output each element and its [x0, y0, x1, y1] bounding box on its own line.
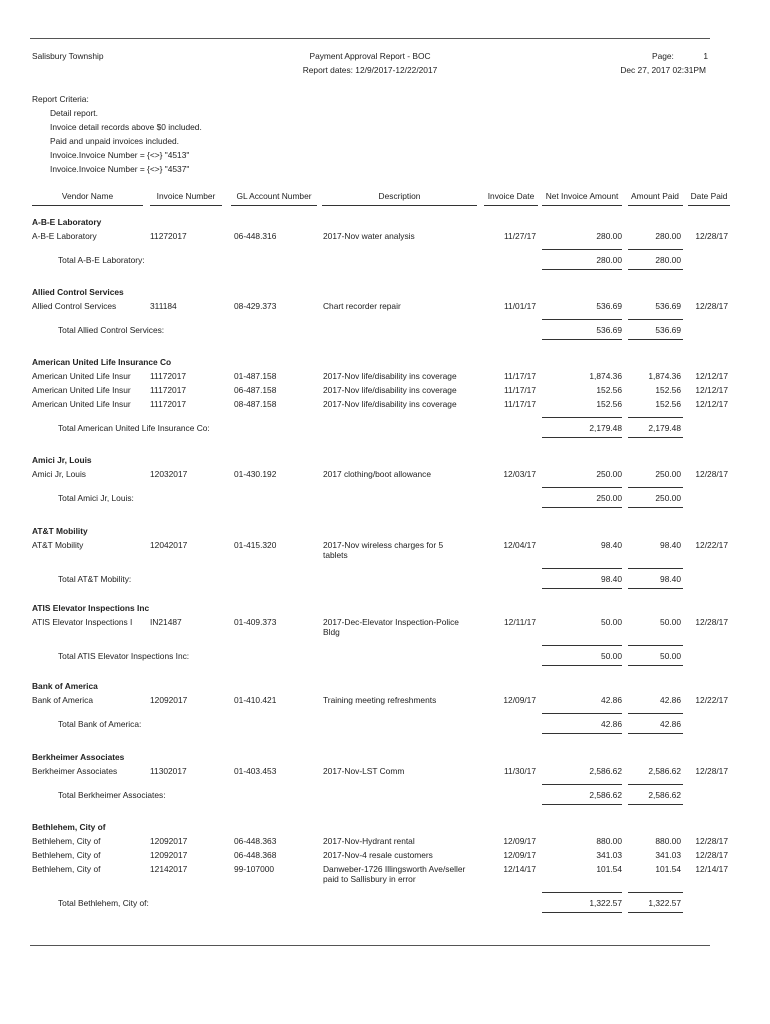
cell-date-paid: 12/28/17 [695, 301, 728, 311]
cell-date-paid: 12/28/17 [695, 836, 728, 846]
cell-date-paid: 12/12/17 [695, 385, 728, 395]
cell-net-amount: 880.00 [596, 836, 622, 846]
criteria-title: Report Criteria: [32, 94, 89, 104]
cell-net-amount: 2,586.62 [589, 766, 622, 776]
cell-vendor: American United Life Insur [32, 385, 131, 395]
vendor-total-paid: 42.86 [660, 719, 681, 729]
cell-invoice-date: 12/03/17 [503, 469, 536, 479]
cell-date-paid: 12/28/17 [695, 850, 728, 860]
vendor-total-net: 98.40 [601, 574, 622, 584]
cell-vendor: American United Life Insur [32, 399, 131, 409]
vendor-total-net: 536.69 [596, 325, 622, 335]
vendor-total-paid: 98.40 [660, 574, 681, 584]
report-title: Payment Approval Report - BOC [309, 51, 431, 61]
vendor-group-name: Allied Control Services [32, 287, 124, 297]
cell-gl: 01-403.453 [234, 766, 277, 776]
cell-description: paid to Sallisbury in error [323, 874, 416, 884]
cell-description: 2017-Dec-Elevator Inspection-Police [323, 617, 459, 627]
total-rule-paid [628, 804, 683, 805]
cell-amount-paid: 42.86 [660, 695, 681, 705]
subtotal-rule-paid [628, 487, 683, 488]
cell-description: 2017-Nov-LST Comm [323, 766, 405, 776]
subtotal-rule-net [542, 249, 622, 250]
cell-vendor: Bethlehem, City of [32, 836, 101, 846]
cell-description: 2017-Nov-4 resale customers [323, 850, 433, 860]
cell-amount-paid: 101.54 [655, 864, 681, 874]
cell-date-paid: 12/28/17 [695, 469, 728, 479]
cell-vendor: Amici Jr, Louis [32, 469, 86, 479]
vendor-total-label: Total ATIS Elevator Inspections Inc: [58, 651, 190, 661]
total-rule-net [542, 437, 622, 438]
subtotal-rule-net [542, 319, 622, 320]
cell-invoice-date: 12/11/17 [504, 617, 536, 627]
cell-description: 2017-Nov-Hydrant rental [323, 836, 415, 846]
vendor-total-paid: 250.00 [655, 493, 681, 503]
cell-net-amount: 250.00 [596, 469, 622, 479]
cell-invoice: 12092017 [150, 695, 188, 705]
vendor-group-name: Amici Jr, Louis [32, 455, 92, 465]
cell-vendor: American United Life Insur [32, 371, 131, 381]
cell-description: 2017-Nov wireless charges for 5 [323, 540, 444, 550]
cell-invoice-date: 12/04/17 [503, 540, 536, 550]
subtotal-rule-net [542, 487, 622, 488]
cell-description: Chart recorder repair [323, 301, 401, 311]
page-number: 1 [703, 51, 708, 61]
total-rule-paid [628, 733, 683, 734]
vendor-group-name: A-B-E Laboratory [32, 217, 102, 227]
vendor-total-label: Total Amici Jr, Louis: [58, 493, 134, 503]
vendor-total-paid: 280.00 [655, 255, 681, 265]
total-rule-net [542, 733, 622, 734]
cell-vendor: Bank of America [32, 695, 93, 705]
cell-invoice: 12032017 [150, 469, 188, 479]
cell-gl: 08-429.373 [234, 301, 277, 311]
cell-description: 2017-Nov life/disability ins coverage [323, 371, 457, 381]
col-paid: Amount Paid [631, 191, 679, 201]
cell-amount-paid: 250.00 [655, 469, 681, 479]
cell-description: 2017-Nov water analysis [323, 231, 415, 241]
criteria-line: Paid and unpaid invoices included. [50, 136, 179, 146]
cell-amount-paid: 1,874.36 [648, 371, 681, 381]
total-rule-net [542, 269, 622, 270]
cell-net-amount: 152.56 [596, 385, 622, 395]
total-rule-net [542, 339, 622, 340]
cell-net-amount: 341.03 [596, 850, 622, 860]
cell-invoice: 11302017 [150, 766, 187, 776]
vendor-total-net: 42.86 [601, 719, 622, 729]
cell-invoice-date: 12/09/17 [503, 850, 536, 860]
vendor-total-net: 50.00 [601, 651, 622, 661]
cell-vendor: Allied Control Services [32, 301, 117, 311]
cell-invoice: 12092017 [150, 850, 188, 860]
cell-invoice-date: 12/09/17 [503, 836, 536, 846]
cell-description: tablets [323, 550, 348, 560]
total-rule-net [542, 507, 622, 508]
cell-net-amount: 50.00 [601, 617, 622, 627]
criteria-line: Invoice.Invoice Number = {<>} "4537" [50, 164, 190, 174]
vendor-total-paid: 1,322.57 [648, 898, 681, 908]
cell-date-paid: 12/12/17 [695, 371, 728, 381]
cell-vendor: A-B-E Laboratory [32, 231, 97, 241]
vendor-group-name: American United Life Insurance Co [32, 357, 172, 367]
cell-net-amount: 1,874.36 [589, 371, 622, 381]
cell-invoice-date: 12/14/17 [503, 864, 536, 874]
total-rule-net [542, 912, 622, 913]
col-desc: Description [378, 191, 421, 201]
total-rule-paid [628, 588, 683, 589]
criteria-line: Invoice detail records above $0 included. [50, 122, 202, 132]
cell-vendor: Berkheimer Associates [32, 766, 118, 776]
cell-net-amount: 536.69 [596, 301, 622, 311]
cell-amount-paid: 98.40 [660, 540, 681, 550]
vendor-total-net: 1,322.57 [589, 898, 622, 908]
vendor-total-label: Total A-B-E Laboratory: [58, 255, 145, 265]
vendor-total-net: 2,586.62 [589, 790, 622, 800]
cell-amount-paid: 2,586.62 [648, 766, 681, 776]
cell-amount-paid: 880.00 [655, 836, 681, 846]
vendor-total-label: Total Berkheimer Associates: [58, 790, 166, 800]
cell-date-paid: 12/28/17 [695, 231, 728, 241]
criteria-line: Invoice.Invoice Number = {<>} "4513" [50, 150, 190, 160]
cell-vendor: AT&T Mobility [32, 540, 84, 550]
cell-gl: 06-448.363 [234, 836, 277, 846]
subtotal-rule-net [542, 892, 622, 893]
cell-amount-paid: 341.03 [655, 850, 681, 860]
vendor-total-label: Total Bank of America: [58, 719, 142, 729]
total-rule-paid [628, 437, 683, 438]
total-rule-net [542, 804, 622, 805]
cell-invoice: 12092017 [150, 836, 188, 846]
subtotal-rule-paid [628, 892, 683, 893]
cell-net-amount: 98.40 [601, 540, 622, 550]
cell-gl: 06-448.316 [234, 231, 277, 241]
total-rule-net [542, 588, 622, 589]
cell-amount-paid: 280.00 [655, 231, 681, 241]
subtotal-rule-net [542, 417, 622, 418]
cell-gl: 01-415.320 [234, 540, 277, 550]
col-gl: GL Account Number [236, 191, 312, 201]
cell-invoice-date: 11/01/17 [504, 301, 536, 311]
cell-date-paid: 12/12/17 [695, 399, 728, 409]
subtotal-rule-paid [628, 319, 683, 320]
cell-gl: 01-487.158 [234, 371, 277, 381]
cell-amount-paid: 50.00 [660, 617, 681, 627]
subtotal-rule-net [542, 568, 622, 569]
total-rule-paid [628, 339, 683, 340]
subtotal-rule-paid [628, 249, 683, 250]
cell-net-amount: 152.56 [596, 399, 622, 409]
col-inv-date: Invoice Date [487, 191, 535, 201]
cell-date-paid: 12/22/17 [695, 695, 728, 705]
cell-invoice-date: 11/17/17 [504, 371, 536, 381]
cell-description: 2017 clothing/boot allowance [323, 469, 432, 479]
total-rule-paid [628, 507, 683, 508]
cell-gl: 99-107000 [234, 864, 275, 874]
subtotal-rule-paid [628, 568, 683, 569]
col-net: Net Invoice Amount [545, 191, 619, 201]
org-name: Salisbury Township [32, 51, 104, 61]
cell-net-amount: 101.54 [596, 864, 622, 874]
page-label: Page: [652, 51, 674, 61]
vendor-total-label: Total Allied Control Services: [58, 325, 165, 335]
cell-invoice: 12042017 [150, 540, 188, 550]
total-rule-net [542, 665, 622, 666]
cell-invoice: 11172017 [150, 385, 187, 395]
cell-date-paid: 12/28/17 [695, 617, 728, 627]
cell-invoice-date: 11/17/17 [504, 399, 536, 409]
total-rule-paid [628, 912, 683, 913]
cell-invoice-date: 12/09/17 [503, 695, 536, 705]
cell-invoice: 11172017 [150, 371, 187, 381]
cell-date-paid: 12/14/17 [695, 864, 728, 874]
vendor-total-paid: 2,586.62 [648, 790, 681, 800]
cell-invoice-date: 11/30/17 [504, 766, 536, 776]
vendor-total-net: 2,179.48 [589, 423, 622, 433]
cell-invoice: IN21487 [150, 617, 182, 627]
cell-invoice-date: 11/27/17 [504, 231, 536, 241]
vendor-total-label: Total American United Life Insurance Co: [58, 423, 210, 433]
vendor-total-net: 250.00 [596, 493, 622, 503]
vendor-total-net: 280.00 [596, 255, 622, 265]
subtotal-rule-net [542, 784, 622, 785]
cell-invoice: 12142017 [150, 864, 188, 874]
cell-gl: 06-448.368 [234, 850, 277, 860]
subtotal-rule-paid [628, 784, 683, 785]
cell-date-paid: 12/22/17 [695, 540, 728, 550]
cell-invoice: 11272017 [150, 231, 187, 241]
vendor-total-paid: 536.69 [655, 325, 681, 335]
vendor-group-name: Bank of America [32, 681, 98, 691]
cell-net-amount: 280.00 [596, 231, 622, 241]
cell-gl: 08-487.158 [234, 399, 277, 409]
col-invoice: Invoice Number [156, 191, 216, 201]
cell-invoice: 11172017 [150, 399, 187, 409]
cell-amount-paid: 536.69 [655, 301, 681, 311]
vendor-group-name: ATIS Elevator Inspections Inc [32, 603, 150, 613]
cell-description: Bldg [323, 627, 340, 637]
subtotal-rule-paid [628, 417, 683, 418]
vendor-group-name: AT&T Mobility [32, 526, 88, 536]
criteria-line: Detail report. [50, 108, 98, 118]
report-dates: Report dates: 12/9/2017-12/22/2017 [302, 65, 438, 75]
cell-gl: 06-487.158 [234, 385, 277, 395]
bottom-rule [30, 945, 710, 946]
cell-gl: 01-430.192 [234, 469, 277, 479]
cell-description: Training meeting refreshments [323, 695, 437, 705]
cell-description: 2017-Nov life/disability ins coverage [323, 399, 457, 409]
cell-invoice-date: 11/17/17 [504, 385, 536, 395]
cell-net-amount: 42.86 [601, 695, 622, 705]
vendor-total-paid: 2,179.48 [648, 423, 681, 433]
vendor-total-label: Total Bethlehem, City of: [58, 898, 149, 908]
vendor-group-name: Berkheimer Associates [32, 752, 125, 762]
cell-vendor: Bethlehem, City of [32, 864, 101, 874]
cell-description: 2017-Nov life/disability ins coverage [323, 385, 457, 395]
subtotal-rule-net [542, 645, 622, 646]
col-date-paid: Date Paid [690, 191, 728, 201]
total-rule-paid [628, 665, 683, 666]
cell-amount-paid: 152.56 [655, 385, 681, 395]
subtotal-rule-paid [628, 713, 683, 714]
total-rule-paid [628, 269, 683, 270]
printed-datetime: Dec 27, 2017 02:31PM [620, 65, 706, 75]
cell-amount-paid: 152.56 [655, 399, 681, 409]
cell-vendor: ATIS Elevator Inspections I [32, 617, 133, 627]
subtotal-rule-net [542, 713, 622, 714]
cell-invoice: 311184 [150, 301, 177, 311]
cell-description: Danweber-1726 Illingsworth Ave/seller [323, 864, 466, 874]
vendor-group-name: Bethlehem, City of [32, 822, 106, 832]
cell-gl: 01-409.373 [234, 617, 277, 627]
subtotal-rule-paid [628, 645, 683, 646]
vendor-total-label: Total AT&T Mobility: [58, 574, 132, 584]
cell-date-paid: 12/28/17 [695, 766, 728, 776]
cell-vendor: Bethlehem, City of [32, 850, 101, 860]
cell-gl: 01-410.421 [234, 695, 277, 705]
vendor-total-paid: 50.00 [660, 651, 681, 661]
col-vendor: Vendor Name [61, 191, 114, 201]
